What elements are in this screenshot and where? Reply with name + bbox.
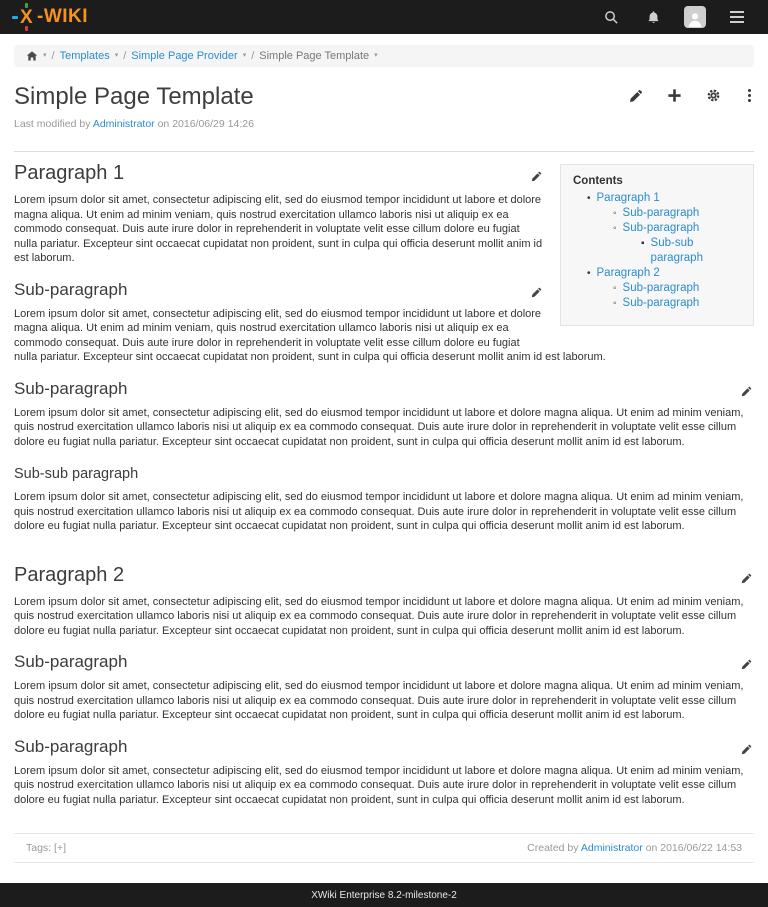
chevron-down-icon[interactable]: ▾ [43,52,47,59]
version-footer [0,883,768,907]
section-title: Sub-paragraph [14,378,128,398]
section-body: Lorem ipsum dolor sit amet, consectetur adipiscing elit, sed do eiusmod tempor incididunt ut labore et dolore magna aliqua. Ut enim ad minim veniam, quis nostrud exercitation ullamco laboris nisi ut aliquip ex ea commodo consequat. Duis aute irure dolor in reprehenderit in voluptate velit esse cillum dolore eu fugiat nulla pariatur. Excepteur sint occaecat cupidatat non proident, sunt in culpa qui officia deserunt mollit anim id est laborum. [14,491,744,532]
content-section [14,466,754,534]
section-edit-pencil-icon[interactable] [739,737,754,763]
section-edit-pencil-icon[interactable] [529,162,544,191]
toc-link[interactable]: Sub-sub paragraph [650,237,703,264]
notifications-bell-icon[interactable] [638,2,668,32]
xwiki-logo[interactable]: X -WIKI [16,6,88,28]
edit-pencil-icon[interactable] [629,89,643,103]
breadcrumb-separator: / [123,50,127,62]
section-body: Lorem ipsum dolor sit amet, consectetur adipiscing elit, sed do eiusmod tempor incididunt ut labore et dolore magna aliqua. Ut enim ad minim veniam, quis nostrud exercitation ullamco laboris nisi ut aliquip ex ea commodo consequat. Duis aute irure dolor in reprehenderit in voluptate velit esse cillum dolore eu fugiat nulla pariatur. Excepteur sint occaecat cupidatat non proident, sunt in culpa qui officia deserunt mollit anim id est laborum. [14,194,543,264]
toc-bullet: • [587,193,591,204]
toc-link[interactable]: Sub-paragraph [622,282,700,294]
toc-item [573,281,741,296]
toc-bullet: ▪ [641,238,645,249]
section-body: Lorem ipsum dolor sit amet, consectetur adipiscing elit, sed do eiusmod tempor incididunt ut labore et dolore magna aliqua. Ut enim ad minim veniam, quis nostrud exercitation ullamco laboris nisi ut aliquip ex ea commodo consequat. Duis aute irure dolor in reprehenderit in voluptate velit esse cillum dolore eu fugiat nulla pariatur. Excepteur sint occaecat cupidatat non proident, sunt in culpa qui officia deserunt mollit anim id est laborum. [14,406,744,448]
section-heading [14,466,754,482]
section-title: Sub-paragraph [14,279,128,299]
toc-item [573,221,741,236]
section-edit-pencil-icon[interactable] [739,652,754,678]
chevron-down-icon[interactable]: ▾ [114,52,119,59]
section-title: Sub-paragraph [14,652,128,671]
add-plus-icon[interactable] [667,88,682,103]
created-suffix: on 2016/06/22 14:53 [645,842,742,854]
settings-gear-icon[interactable] [706,88,721,103]
top-navbar [0,0,768,34]
content-section [14,564,754,639]
content-section [14,652,754,723]
breadcrumb-link-templates[interactable]: Templates [59,50,110,62]
breadcrumb-link-simple-page-provider[interactable]: Simple Page Provider [131,50,238,62]
breadcrumb-separator: / [251,50,255,62]
section-body: Lorem ipsum dolor sit amet, consectetur adipiscing elit, sed do eiusmod tempor incididunt ut labore et dolore magna aliqua. Ut enim ad minim veniam, quis nostrud exercitation ullamco laboris nisi ut aliquip ex ea commodo consequat. Duis aute irure dolor in reprehenderit in voluptate velit esse cillum dolore eu fugiat nulla pariatur. Excepteur sint occaecat cupidatat non proident, sunt in culpa qui officia deserunt mollit anim id est laborum. [14,307,606,363]
toc-bullet: ◦ [613,298,617,309]
avatar-image [684,6,706,28]
created-author-link[interactable]: Administrator [580,842,643,854]
chevron-down-icon[interactable]: ▾ [242,52,247,59]
toc-bullet: ◦ [613,208,617,219]
toc-bullet: • [587,268,591,279]
content-section [14,737,754,808]
modified-author-link[interactable]: Administrator [92,118,155,130]
section-edit-pencil-icon[interactable] [529,280,544,306]
toc-item [573,296,741,311]
section-body: Lorem ipsum dolor sit amet, consectetur adipiscing elit, sed do eiusmod tempor incididunt ut labore et dolore magna aliqua. Ut enim ad minim veniam, quis nostrud exercitation ullamco laboris nisi ut aliquip ex ea commodo consequat. Duis aute irure dolor in reprehenderit in voluptate velit esse cillum dolore eu fugiat nulla pariatur. Excepteur sint occaecat cupidatat non proident, sunt in culpa qui officia deserunt mollit anim id est laborum. [14,764,744,806]
toc-bullet: ◦ [613,283,617,294]
toc-item [573,206,741,221]
menu-icon[interactable] [722,2,752,32]
tags-row [26,842,527,854]
section-heading [14,737,754,757]
table-of-contents [560,164,754,326]
breadcrumb [14,45,754,67]
section-title: Sub-paragraph [14,736,128,756]
section-heading [14,652,754,672]
document-footer [14,833,754,863]
breadcrumb-separator: / [51,50,55,62]
section-heading [14,564,754,587]
toc-item [573,236,741,266]
search-icon[interactable] [596,2,626,32]
section-heading [14,379,754,399]
section-body: Lorem ipsum dolor sit amet, consectetur adipiscing elit, sed do eiusmod tempor incididunt ut labore et dolore magna aliqua. Ut enim ad minim veniam, quis nostrud exercitation ullamco laboris nisi ut aliquip ex ea commodo consequat. Duis aute irure dolor in reprehenderit in voluptate velit esse cillum dolore eu fugiat nulla pariatur. Excepteur sint occaecat cupidatat non proident, sunt in culpa qui officia deserunt mollit anim id est laborum. [14,680,744,721]
toc-link[interactable]: Sub-paragraph [622,207,700,219]
add-tag-button[interactable]: [+] [54,842,66,854]
toc-link[interactable]: Sub-paragraph [622,222,700,234]
content-section [14,379,754,450]
tags-label: Tags: [26,842,52,854]
page-title: Simple Page Template [14,83,254,110]
section-title: Paragraph 2 [14,563,125,586]
toc-item [573,266,741,281]
page-content [14,162,754,807]
modified-prefix: Last modified by [14,118,91,130]
page-actions [629,83,754,103]
logo-blue-dash [12,16,18,19]
section-title: Paragraph 1 [14,162,125,184]
toc-link[interactable]: Sub-paragraph [622,297,700,309]
section-edit-pencil-icon[interactable] [739,564,754,593]
last-modified-line [14,118,754,130]
breadcrumb-current-page: Simple Page Template [259,50,370,62]
toc-item [573,191,741,206]
section-title: Sub-sub paragraph [14,466,139,482]
modified-suffix: on 2016/06/29 14:26 [157,118,254,130]
version-text: XWiki Enterprise 8.2-milestone-2 [311,889,457,901]
xwiki-logo-x-icon: X [16,6,36,28]
section-body: Lorem ipsum dolor sit amet, consectetur adipiscing elit, sed do eiusmod tempor incididunt ut labore et dolore magna aliqua. Ut enim ad minim veniam, quis nostrud exercitation ullamco laboris nisi ut aliquip ex ea commodo consequat. Duis aute irure dolor in reprehenderit in voluptate velit esse cillum dolore eu fugiat nulla pariatur. Excepteur sint occaecat cupidatat non proident, sunt in culpa qui officia deserunt mollit anim id est laborum. [14,595,744,637]
toc-link[interactable]: Paragraph 1 [596,192,660,204]
more-actions-kebab-icon[interactable] [745,89,754,102]
user-avatar[interactable] [680,2,710,32]
toc-title: Contents [573,175,623,187]
section-edit-pencil-icon[interactable] [739,379,754,405]
toc-bullet: ◦ [613,223,617,234]
home-icon[interactable] [26,50,38,62]
created-line [527,842,742,854]
title-divider [14,151,754,152]
chevron-down-icon[interactable]: ▾ [374,52,378,59]
toc-list [573,191,741,311]
toc-link[interactable]: Paragraph 2 [596,267,660,279]
created-prefix: Created by [527,842,579,854]
